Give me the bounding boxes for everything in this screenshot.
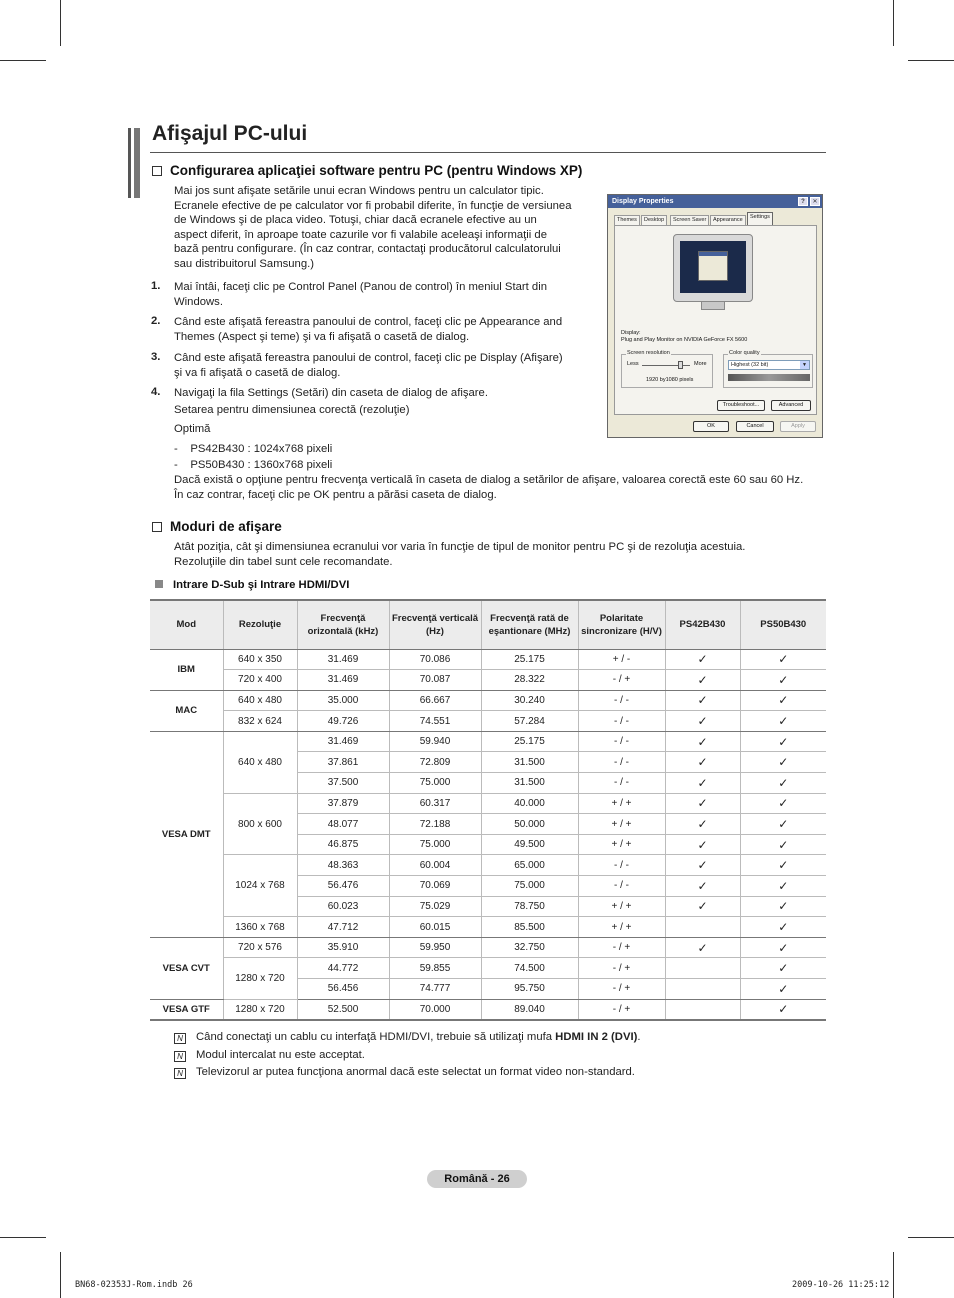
support-cell (740, 855, 826, 876)
crop-mark (60, 1252, 61, 1298)
note-item: N Televizorul ar putea funcţiona anormal dacă este selectat un format video non-standard. (174, 1066, 635, 1079)
value-cell: 25.175 (481, 731, 578, 752)
checkmark-icon: ✓ (778, 652, 789, 667)
step-number: 3. (151, 351, 161, 363)
value-cell: 48.077 (297, 814, 389, 835)
frequency-note: Dacă există o opţiune pentru frecvenţa verticală în caseta de dialog a setărilor de afişare, valoarea corectă este 60 sau 60 Hz. În caz contrar, faceţi clic pe OK pentru a părăsi caseta de dialog. (174, 474, 804, 501)
checkmark-icon: ✓ (778, 817, 789, 832)
column-header: Frecvenţă rată de eşantionare (MHz) (481, 600, 578, 649)
resolution-cell: 1360 x 768 (223, 917, 297, 938)
checkmark-icon: ✓ (778, 714, 789, 729)
value-cell: + / + (578, 814, 665, 835)
checkmark-icon: ✓ (778, 837, 789, 852)
optimal-label: Optimă (174, 423, 211, 435)
value-cell: - / - (578, 855, 665, 876)
crop-mark (0, 60, 46, 61)
table-row (150, 711, 826, 732)
apply-button[interactable]: Apply (780, 421, 816, 432)
value-cell: 28.322 (481, 670, 578, 691)
support-cell (665, 793, 740, 814)
table-row (150, 793, 826, 814)
support-cell (740, 670, 826, 691)
checkmark-icon: ✓ (697, 878, 708, 893)
section-heading-display-modes: Moduri de afişare (152, 519, 282, 534)
value-cell: + / + (578, 896, 665, 917)
value-cell: 70.000 (389, 999, 481, 1020)
value-cell: 72.188 (389, 814, 481, 835)
value-cell: - / - (578, 731, 665, 752)
checkmark-icon: ✓ (697, 652, 708, 667)
note-icon: N (174, 1051, 186, 1062)
checkmark-icon: ✓ (778, 899, 789, 914)
value-cell: 37.879 (297, 793, 389, 814)
support-cell (665, 937, 740, 958)
value-cell: + / + (578, 793, 665, 814)
value-cell: 74.551 (389, 711, 481, 732)
value-cell: 35.000 (297, 690, 389, 711)
value-cell: 31.469 (297, 670, 389, 691)
support-cell (665, 814, 740, 835)
troubleshoot-button[interactable]: Troubleshoot... (717, 400, 765, 411)
value-cell: - / + (578, 670, 665, 691)
value-cell: 56.456 (297, 979, 389, 1000)
support-cell (740, 896, 826, 917)
value-cell: - / + (578, 958, 665, 979)
step-text: Când este afişată fereastra panoului de control, faceţi clic pe Appearance and Themes (Aspect şi teme) şi va fi afişată o casetă de dialog. (174, 316, 563, 343)
resolution-cell: 640 x 350 (223, 649, 297, 670)
note-icon: N (174, 1033, 186, 1044)
checkmark-icon: ✓ (697, 775, 708, 790)
checkmark-icon: ✓ (697, 755, 708, 770)
support-cell (740, 649, 826, 670)
value-cell: 40.000 (481, 793, 578, 814)
support-cell (740, 979, 826, 1000)
color-preview-bar (728, 374, 810, 381)
checkmark-icon: ✓ (697, 734, 708, 749)
checkmark-icon: ✓ (778, 734, 789, 749)
checkmark-icon: ✓ (697, 693, 708, 708)
checkmark-icon: ✓ (697, 858, 708, 873)
value-cell: 72.809 (389, 752, 481, 773)
support-cell (665, 731, 740, 752)
column-header: Frecvenţă verticală (Hz) (389, 600, 481, 649)
ok-button[interactable]: OK (693, 421, 729, 432)
value-cell: 70.087 (389, 670, 481, 691)
checkmark-icon: ✓ (778, 878, 789, 893)
value-cell: 48.363 (297, 855, 389, 876)
checkbox-bullet-icon (152, 522, 162, 532)
support-cell (665, 773, 740, 794)
value-cell: 70.069 (389, 876, 481, 897)
value-cell: 25.175 (481, 649, 578, 670)
crop-mark (893, 1252, 894, 1298)
table-row (150, 937, 826, 958)
mode-cell: VESA DMT (150, 731, 223, 937)
value-cell: 32.750 (481, 937, 578, 958)
checkmark-icon: ✓ (778, 693, 789, 708)
value-cell: 31.500 (481, 773, 578, 794)
support-cell (740, 958, 826, 979)
tab-appearance[interactable]: Appearance (710, 215, 746, 225)
resolution-cell: 640 x 480 (223, 690, 297, 711)
value-cell: 37.500 (297, 773, 389, 794)
color-quality-group: Color quality Highest (32 bit) ▼ (723, 354, 813, 388)
checkmark-icon: ✓ (778, 796, 789, 811)
preview-window (698, 251, 728, 281)
display-label: Display: (621, 330, 641, 336)
value-cell: 57.284 (481, 711, 578, 732)
value-cell: 89.040 (481, 999, 578, 1020)
support-cell (740, 814, 826, 835)
table-header-row (150, 600, 826, 649)
column-header: Frecvenţă orizontală (kHz) (297, 600, 389, 649)
table-row (150, 649, 826, 670)
note-item: N Modul intercalat nu este acceptat. (174, 1049, 365, 1062)
support-cell (740, 917, 826, 938)
value-cell: 31.469 (297, 731, 389, 752)
crop-mark (908, 60, 954, 61)
resolution-cell: 720 x 576 (223, 937, 297, 958)
square-bullet-icon (155, 580, 163, 588)
value-cell: - / - (578, 876, 665, 897)
settings-panel (614, 225, 817, 415)
tab-themes[interactable]: Themes (614, 215, 640, 225)
checkmark-icon: ✓ (697, 796, 708, 811)
column-header: Mod (150, 600, 223, 649)
support-cell (665, 917, 740, 938)
support-cell (665, 958, 740, 979)
value-cell: 95.750 (481, 979, 578, 1000)
checkmark-icon: ✓ (778, 961, 789, 976)
monitor-preview (673, 234, 753, 302)
resolution-cell: 800 x 600 (223, 793, 297, 855)
resolution-cell: 1280 x 720 (223, 958, 297, 999)
section-heading-pc-config: Configurarea aplicaţiei software pentru PC (pentru Windows XP) (152, 163, 582, 178)
checkmark-icon: ✓ (778, 940, 789, 955)
support-cell (665, 649, 740, 670)
support-cell (665, 855, 740, 876)
page-title: Afişajul PC-ului (152, 122, 308, 145)
step-number: 2. (151, 315, 161, 327)
intro-paragraph: Mai jos sunt afişate setările unui ecran Windows pentru un calculator tipic. Ecranele efective de pe calculator vor fi probabil diferite, în funcţie de versiunea de Windows şi de placa video. Totuşi, chiar dacă ecranele efective au un aspect diferit, în aproape toate cazurile vor fi valabile aceleaşi informaţii de bază pentru configurare. (În caz contrar, contactaţi producătorul calculatorului sau distribuitorul Samsung.) (174, 185, 572, 270)
more-label: More (694, 361, 707, 367)
checkmark-icon: ✓ (778, 755, 789, 770)
color-quality-select[interactable]: Highest (32 bit) ▼ (728, 360, 810, 370)
checkmark-icon: ✓ (778, 775, 789, 790)
display-properties-dialog (607, 194, 823, 438)
value-cell: 59.855 (389, 958, 481, 979)
table-row (150, 855, 826, 876)
value-cell: 49.726 (297, 711, 389, 732)
help-icon[interactable]: ? (798, 197, 808, 206)
close-icon[interactable]: ✕ (810, 197, 820, 206)
value-cell: - / - (578, 711, 665, 732)
resolution-cell: 1280 x 720 (223, 999, 297, 1020)
value-cell: 75.029 (389, 896, 481, 917)
crop-mark (908, 1237, 954, 1238)
support-cell (740, 937, 826, 958)
title-divider (150, 152, 826, 153)
resolution-cell: 832 x 624 (223, 711, 297, 732)
dialog-title-bar: Display Properties ? ✕ (608, 195, 822, 208)
mode-cell: MAC (150, 690, 223, 731)
monitor-screen (680, 241, 746, 293)
less-label: Less (627, 361, 639, 367)
value-cell: 49.500 (481, 834, 578, 855)
support-cell (665, 834, 740, 855)
mode-cell: VESA GTF (150, 999, 223, 1020)
value-cell: 70.086 (389, 649, 481, 670)
support-cell (740, 834, 826, 855)
value-cell: 46.875 (297, 834, 389, 855)
step-text: Când este afişată fereastra panoului de control, faceţi clic pe Display (Afişare) şi va fi afişată o casetă de dialog. (174, 352, 563, 379)
note-icon: N (174, 1068, 186, 1079)
screen-resolution-group: Screen resolution Less More 1920 by1080 pixels (621, 354, 713, 388)
value-cell: + / + (578, 917, 665, 938)
support-cell (665, 979, 740, 1000)
title-accent (128, 128, 131, 198)
checkmark-icon: ✓ (697, 837, 708, 852)
optimal-item: - PS50B430 : 1360x768 pixeli (174, 459, 333, 471)
resolution-cell: 720 x 400 (223, 670, 297, 691)
column-header: Rezoluţie (223, 600, 297, 649)
checkmark-icon: ✓ (697, 899, 708, 914)
value-cell: 65.000 (481, 855, 578, 876)
value-cell: 31.469 (297, 649, 389, 670)
display-value: Plug and Play Monitor on NVIDIA GeForce FX 5600 (621, 337, 748, 343)
value-cell: 50.000 (481, 814, 578, 835)
value-cell: - / + (578, 937, 665, 958)
monitor-stand (701, 302, 725, 310)
mode-cell: VESA CVT (150, 937, 223, 999)
resolution-cell: 1024 x 768 (223, 855, 297, 917)
support-cell (740, 876, 826, 897)
support-cell (665, 876, 740, 897)
optimal-item: - PS42B430 : 1024x768 pixeli (174, 443, 333, 455)
checkmark-icon: ✓ (778, 672, 789, 687)
support-cell (740, 752, 826, 773)
value-cell: 60.015 (389, 917, 481, 938)
step-subtext: Setarea pentru dimensiunea corectă (rezoluţie) (174, 404, 410, 416)
value-cell: 59.940 (389, 731, 481, 752)
value-cell: 60.317 (389, 793, 481, 814)
table-row (150, 690, 826, 711)
value-cell: - / - (578, 690, 665, 711)
resolution-value: 1920 by1080 pixels (646, 377, 694, 383)
support-cell (665, 999, 740, 1020)
support-cell (665, 690, 740, 711)
tab-desktop[interactable]: Desktop (641, 215, 667, 225)
value-cell: 47.712 (297, 917, 389, 938)
value-cell: 30.240 (481, 690, 578, 711)
table-row (150, 731, 826, 752)
support-cell (665, 752, 740, 773)
column-header: PS50B430 (740, 600, 826, 649)
crop-mark (60, 0, 61, 46)
checkmark-icon: ✓ (778, 981, 789, 996)
mode-cell: IBM (150, 649, 223, 690)
support-cell (665, 670, 740, 691)
page-number-badge: Română - 26 (427, 1170, 527, 1188)
display-modes-paragraph: Atât poziţia, cât şi dimensiunea ecranului vor varia în funcţie de tipul de monitor pentru PC şi de rezoluţia acestuia. Rezoluţiile din tabel sunt cele recomandate. (174, 541, 746, 568)
value-cell: 60.023 (297, 896, 389, 917)
value-cell: 66.667 (389, 690, 481, 711)
value-cell: 37.861 (297, 752, 389, 773)
checkmark-icon: ✓ (778, 1002, 789, 1017)
checkmark-icon: ✓ (697, 817, 708, 832)
value-cell: + / + (578, 834, 665, 855)
table-label: Intrare D-Sub şi Intrare HDMI/DVI (155, 579, 349, 591)
checkmark-icon: ✓ (697, 672, 708, 687)
checkmark-icon: ✓ (778, 858, 789, 873)
value-cell: - / - (578, 752, 665, 773)
value-cell: 75.000 (481, 876, 578, 897)
value-cell: + / - (578, 649, 665, 670)
checkmark-icon: ✓ (697, 940, 708, 955)
column-header: Polaritate sincronizare (H/V) (578, 600, 665, 649)
value-cell: 78.750 (481, 896, 578, 917)
support-cell (665, 711, 740, 732)
support-cell (740, 999, 826, 1020)
column-header: PS42B430 (665, 600, 740, 649)
crop-mark (893, 0, 894, 46)
checkmark-icon: ✓ (697, 714, 708, 729)
value-cell: - / - (578, 773, 665, 794)
step-text: Navigaţi la fila Settings (Setări) din caseta de dialog de afişare. (174, 387, 488, 399)
display-modes-table (150, 599, 826, 1021)
title-accent (134, 128, 140, 198)
table-row (150, 670, 826, 691)
step-number: 1. (151, 280, 161, 292)
value-cell: 44.772 (297, 958, 389, 979)
support-cell (740, 773, 826, 794)
value-cell: 74.500 (481, 958, 578, 979)
table-row (150, 999, 826, 1020)
support-cell (740, 731, 826, 752)
support-cell (740, 690, 826, 711)
value-cell: 74.777 (389, 979, 481, 1000)
crop-mark (0, 1237, 46, 1238)
value-cell: 75.000 (389, 773, 481, 794)
value-cell: 59.950 (389, 937, 481, 958)
value-cell: - / + (578, 979, 665, 1000)
print-info-left: BN68-02353J-Rom.indb 26 (75, 1280, 193, 1290)
note-item: N Când conectaţi un cablu cu interfaţă HDMI/DVI, trebuie să utilizaţi mufa HDMI IN 2 (DVI). (174, 1031, 641, 1044)
step-number: 4. (151, 386, 161, 398)
step-text: Mai întâi, faceţi clic pe Control Panel (Panou de control) în meniul Start din Windows. (174, 281, 547, 308)
value-cell: 60.004 (389, 855, 481, 876)
value-cell: 31.500 (481, 752, 578, 773)
cancel-button[interactable]: Cancel (736, 421, 774, 432)
checkbox-bullet-icon (152, 166, 162, 176)
chevron-down-icon: ▼ (800, 361, 809, 369)
value-cell: 85.500 (481, 917, 578, 938)
value-cell: - / + (578, 999, 665, 1020)
advanced-button[interactable]: Advanced (771, 400, 811, 411)
resolution-slider-thumb[interactable] (678, 361, 683, 369)
support-cell (665, 896, 740, 917)
value-cell: 35.910 (297, 937, 389, 958)
value-cell: 75.000 (389, 834, 481, 855)
support-cell (740, 711, 826, 732)
tab-settings[interactable]: Settings (747, 212, 773, 225)
value-cell: 52.500 (297, 999, 389, 1020)
table-row (150, 958, 826, 979)
tab-screen-saver[interactable]: Screen Saver (670, 215, 709, 225)
value-cell: 56.476 (297, 876, 389, 897)
checkmark-icon: ✓ (778, 920, 789, 935)
print-info-right: 2009-10-26 11:25:12 (792, 1280, 890, 1290)
resolution-cell: 640 x 480 (223, 731, 297, 793)
table-row (150, 917, 826, 938)
support-cell (740, 793, 826, 814)
